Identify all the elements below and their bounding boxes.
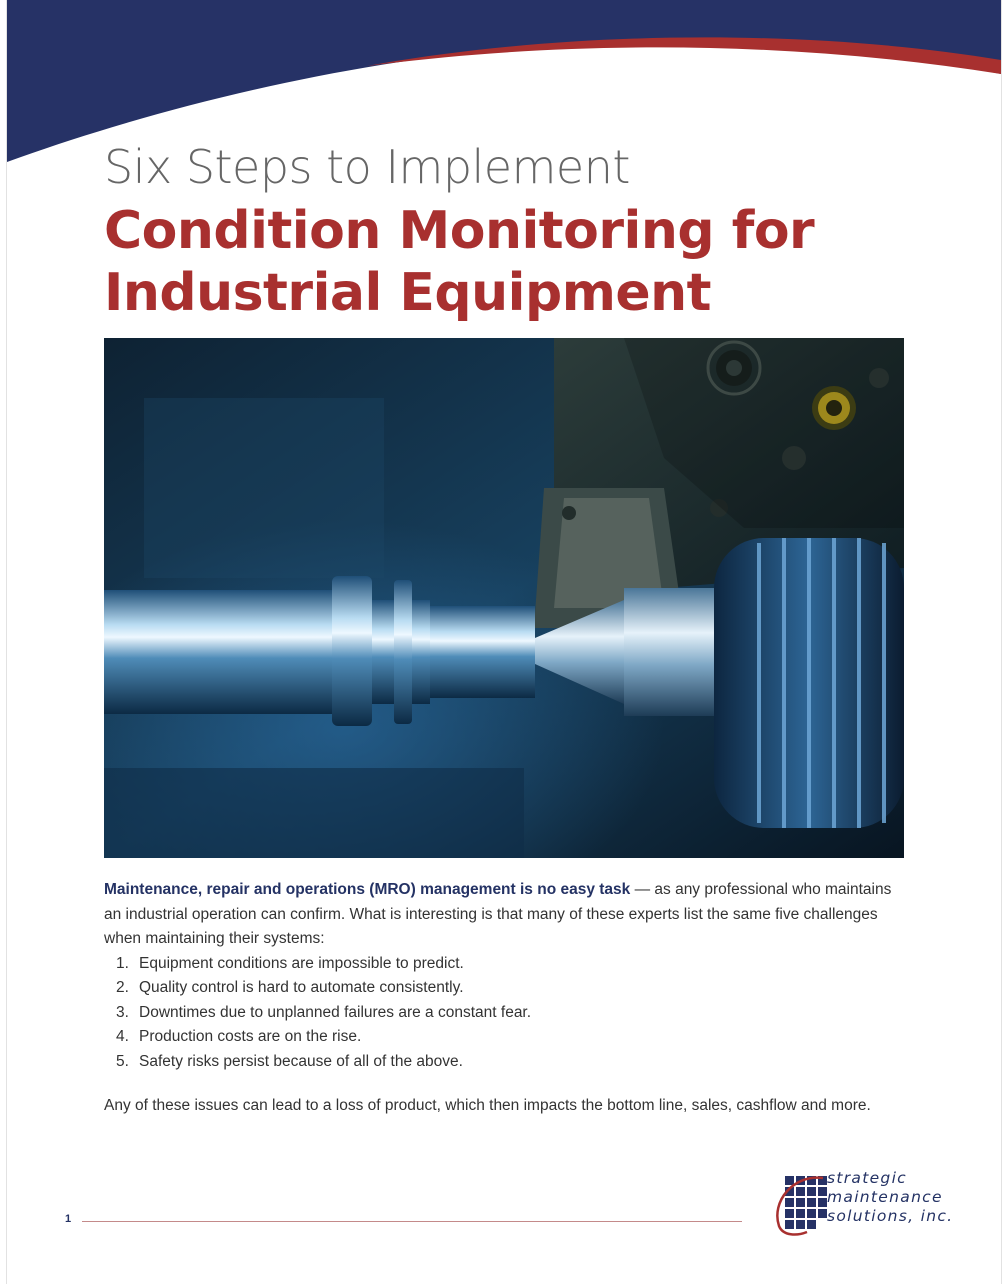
closing-paragraph: Any of these issues can lead to a loss of product, which then impacts the bottom line, sales, cashflow and more. xyxy=(104,1097,871,1114)
hero-image xyxy=(104,338,904,858)
list-number: 1. xyxy=(116,954,129,972)
list-item xyxy=(116,952,904,977)
page-subtitle: Six Steps to Implement xyxy=(104,140,630,194)
intro-lead: Maintenance, repair and operations (MRO) management is no easy task xyxy=(104,881,631,898)
logo-line-3: solutions, inc. xyxy=(827,1207,954,1225)
list-item xyxy=(116,976,904,1001)
list-item xyxy=(116,1050,904,1075)
page-number: 1 xyxy=(65,1213,72,1225)
list-text: Equipment conditions are impossible to predict. xyxy=(139,954,464,972)
logo-wordmark xyxy=(827,1169,953,1226)
document-page xyxy=(7,0,1001,1284)
list-text: Safety risks persist because of all of the above. xyxy=(139,1052,463,1070)
list-item xyxy=(116,1001,904,1026)
intro-paragraph xyxy=(104,878,904,952)
list-text: Downtimes due to unplanned failures are a constant fear. xyxy=(139,1003,532,1021)
company-logo xyxy=(759,1168,979,1240)
list-item xyxy=(116,1025,904,1050)
list-number: 4. xyxy=(116,1028,129,1045)
challenges-list xyxy=(104,952,904,1075)
intro-text: — as any professional who maintains an industrial operation can confirm. What is interesting is that many of these experts list the same five challenges when maintaining their systems: xyxy=(104,881,892,947)
footer-rule xyxy=(82,1221,742,1222)
logo-line-2: maintenance xyxy=(827,1188,943,1206)
list-number: 3. xyxy=(116,1003,129,1021)
logo-line-1: strategic xyxy=(827,1169,908,1187)
page-title: Condition Monitoring for Industrial Equipment xyxy=(104,201,815,323)
list-text: Quality control is hard to automate consistently. xyxy=(139,979,464,996)
logo-grid-icon xyxy=(773,1174,833,1236)
list-number: 5. xyxy=(116,1052,129,1070)
list-text: Production costs are on the rise. xyxy=(139,1028,362,1045)
intro-body xyxy=(104,878,904,1119)
list-number: 2. xyxy=(116,979,129,996)
